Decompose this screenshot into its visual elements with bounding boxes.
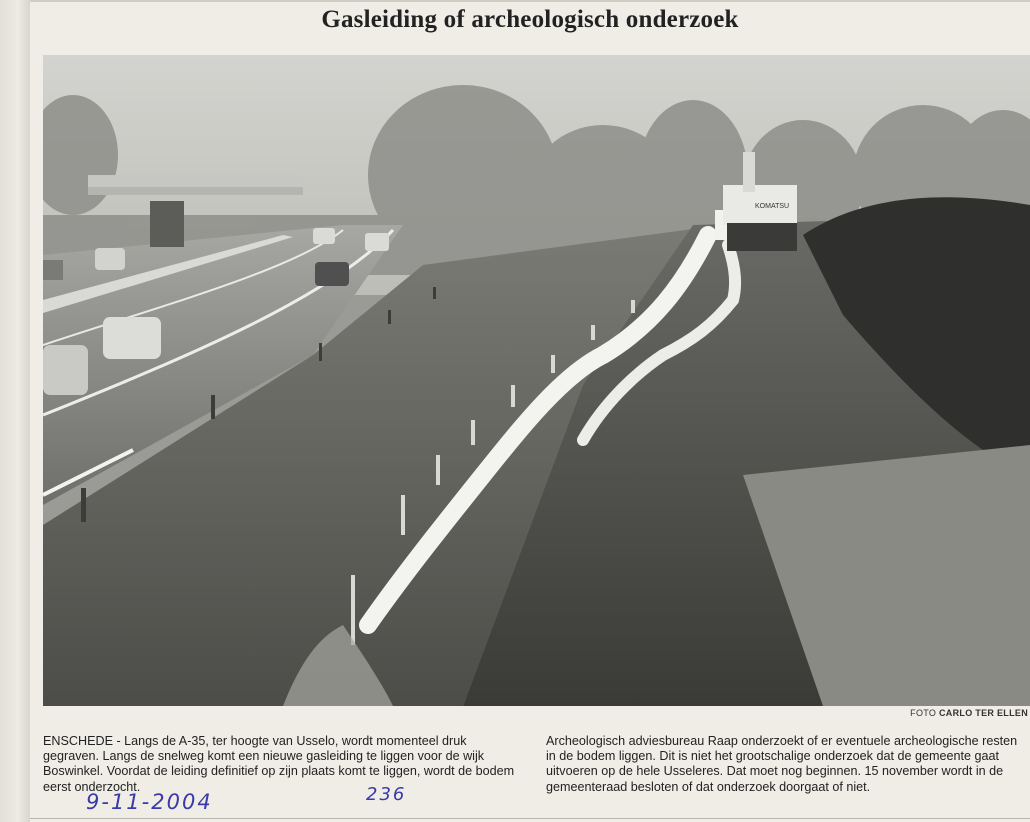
photo-credit-name: CARLO TER ELLEN [939, 708, 1028, 718]
excavator-brand: KOMATSU [755, 203, 790, 210]
caption-right: Archeologisch adviesbureau Raap onderzoekt of er eventuele archeologische resten in de bodem liggen. Dit is niet het grootschalige onderzoek dat de gemeente gaat uitvoeren op de hele Usseleres. Dat moet nog beginnen. 15 november wordt in de gemeenteraad besloten of dat onderzoek doorgaat of niet. [546, 734, 1018, 794]
headline: Gasleiding of archeologisch onderzoek [321, 6, 739, 33]
handwritten-date: 9-11-2004 [86, 790, 213, 814]
handwritten-number: 236 [366, 784, 407, 805]
photo-credit-prefix: FOTO [910, 708, 937, 718]
news-photo [43, 55, 1030, 706]
paper-edge [0, 0, 30, 822]
overpass [88, 175, 303, 195]
bottom-rule [30, 818, 1030, 819]
photo-credit [910, 708, 1028, 718]
caption-left: ENSCHEDE - Langs de A-35, ter hoogte van Usselo, wordt momenteel druk gegraven. Langs de snelweg komt een nieuwe gasleiding te liggen voor de wijk Boswinkel. Voordat de leiding definitief op zijn plaats komt te liggen, wordt de bodem eerst onderzocht. [43, 734, 515, 794]
paper-top-edge [30, 0, 1030, 2]
